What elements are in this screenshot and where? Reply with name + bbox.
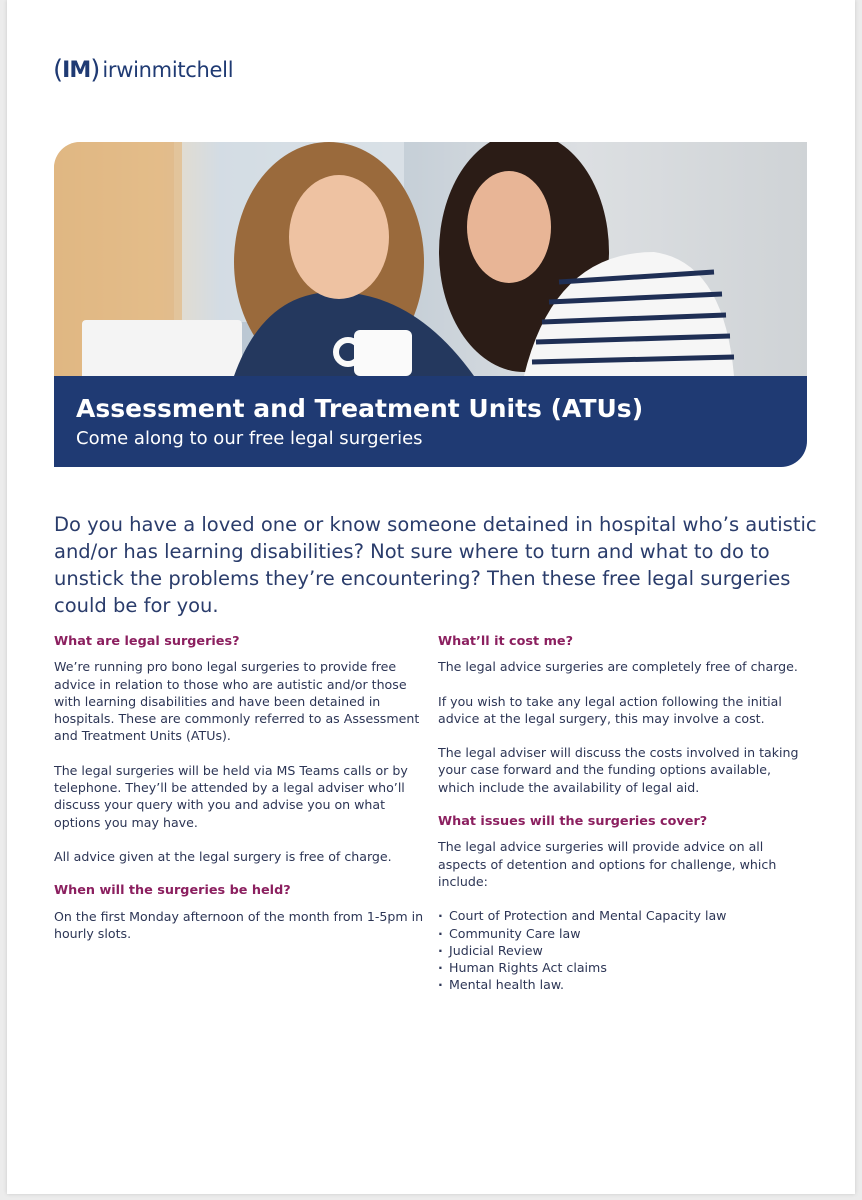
intro-paragraph: Do you have a loved one or know someone detained in hospital who’s autistic and/or has learning disabilities? Not sure where to turn and what to do to unstick the problems they’re encountering? Then these free legal surgeries could be for you. (54, 513, 817, 617)
list-item: · Community Care law (438, 925, 810, 942)
paragraph: The legal surgeries will be held via MS Teams calls or by telephone. They’ll be attended by a legal adviser who’ll discuss your query with you and advise you on what options you may have. (54, 762, 408, 830)
section-heading-when-held: When will the surgeries be held? (54, 883, 291, 899)
hero-banner (54, 142, 807, 467)
section-heading-issues-covered: What issues will the surgeries cover? (438, 814, 708, 830)
leaflet-page (7, 0, 855, 1194)
hero-photo (54, 142, 807, 376)
paragraph: On the first Monday afternoon of the month from 1-5pm in hourly slots. (54, 908, 424, 941)
list-item: · Court of Protection and Mental Capacity law (438, 907, 810, 924)
logo-mark: ( IM ) (53, 55, 100, 85)
logo-wordmark: irwinmitchell (102, 58, 234, 82)
issues-list (438, 907, 810, 993)
paragraph: The legal adviser will discuss the costs involved in taking your case forward and the funding options available, which include the availability of legal aid. (438, 745, 799, 795)
paragraph: The legal advice surgeries are completely free of charge. (438, 659, 798, 675)
hero-photo-illustration (54, 142, 807, 376)
list-item: · Mental health law. (438, 976, 810, 993)
banner-subtitle: Come along to our free legal surgeries (76, 428, 423, 449)
section-heading-cost: What’ll it cost me? (438, 634, 574, 649)
paragraph: If you wish to take any legal action following the initial advice at the legal surgery, this may involve a cost. (438, 693, 782, 726)
banner-title: Assessment and Treatment Units (ATUs) (76, 394, 644, 423)
section-heading-what-are-surgeries: What are legal surgeries? (54, 634, 240, 649)
list-item: · Human Rights Act claims (438, 959, 810, 976)
paragraph: The legal advice surgeries will provide advice on all aspects of detention and options for challenge, which include: (438, 839, 777, 889)
paragraph: All advice given at the legal surgery is free of charge. (54, 848, 392, 864)
left-column (54, 633, 426, 959)
list-item: · Judicial Review (438, 942, 810, 959)
right-column (438, 633, 810, 994)
irwin-mitchell-logo (53, 48, 233, 92)
paragraph: We’re running pro bono legal surgeries to provide free advice in relation to those who are autistic and/or those with learning disabilities and have been detained in hospitals. These are commonly referred to as Assessment and Treatment Units (ATUs). (54, 659, 420, 744)
